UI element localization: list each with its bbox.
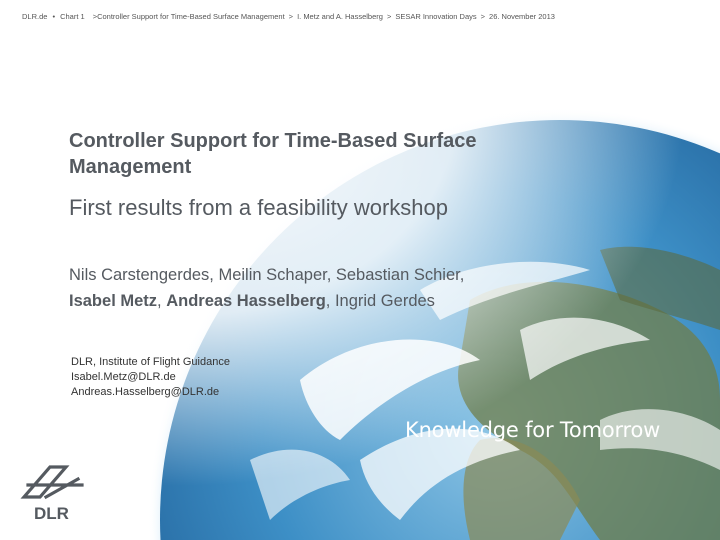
author-list: Nils Carstengerdes, Meilin Schaper, Sebastian Schier, Isabel Metz, Andreas Hasselberg, Ingrid Gerdes (69, 266, 465, 310)
author-gerdes: Ingrid Gerdes (334, 292, 435, 310)
header-crumb-event: SESAR Innovation Days (395, 11, 477, 21)
slide-header: DLR.de • Chart 1 >Controller Support for Time-Based Surface Management > I. Metz and A. Hasselberg > SESAR Innovation Days > 26. November 2013 (22, 11, 555, 21)
dlr-logo-text: DLR (34, 504, 69, 523)
header-crumb-title: >Controller Support for Time-Based Surface Management (92, 11, 285, 21)
header-org: DLR.de (22, 11, 48, 21)
header-crumb-date: 26. November 2013 (489, 11, 555, 21)
institute-name: DLR, Institute of Flight Guidance (71, 356, 230, 368)
header-chart: Chart 1 (60, 11, 85, 21)
slide-subtitle: First results from a feasibility workshop (69, 195, 448, 220)
authors-line-1: Nils Carstengerdes, Meilin Schaper, Sebastian Schier, (69, 266, 465, 284)
email-hasselberg: Andreas.Hasselberg@DLR.de (71, 386, 220, 398)
author-metz: Isabel Metz (69, 292, 158, 310)
dlr-logo-mark-icon (24, 467, 82, 497)
email-metz: Isabel.Metz@DLR.de (71, 371, 176, 383)
tagline: Knowledge for Tomorrow (405, 418, 661, 442)
contact-block (71, 355, 230, 400)
header-crumb-authors: I. Metz and A. Hasselberg (297, 11, 383, 21)
dlr-logo (20, 465, 90, 525)
author-hasselberg: Andreas Hasselberg (166, 292, 326, 310)
slide-title: Controller Support for Time-Based Surface Management (69, 130, 477, 178)
